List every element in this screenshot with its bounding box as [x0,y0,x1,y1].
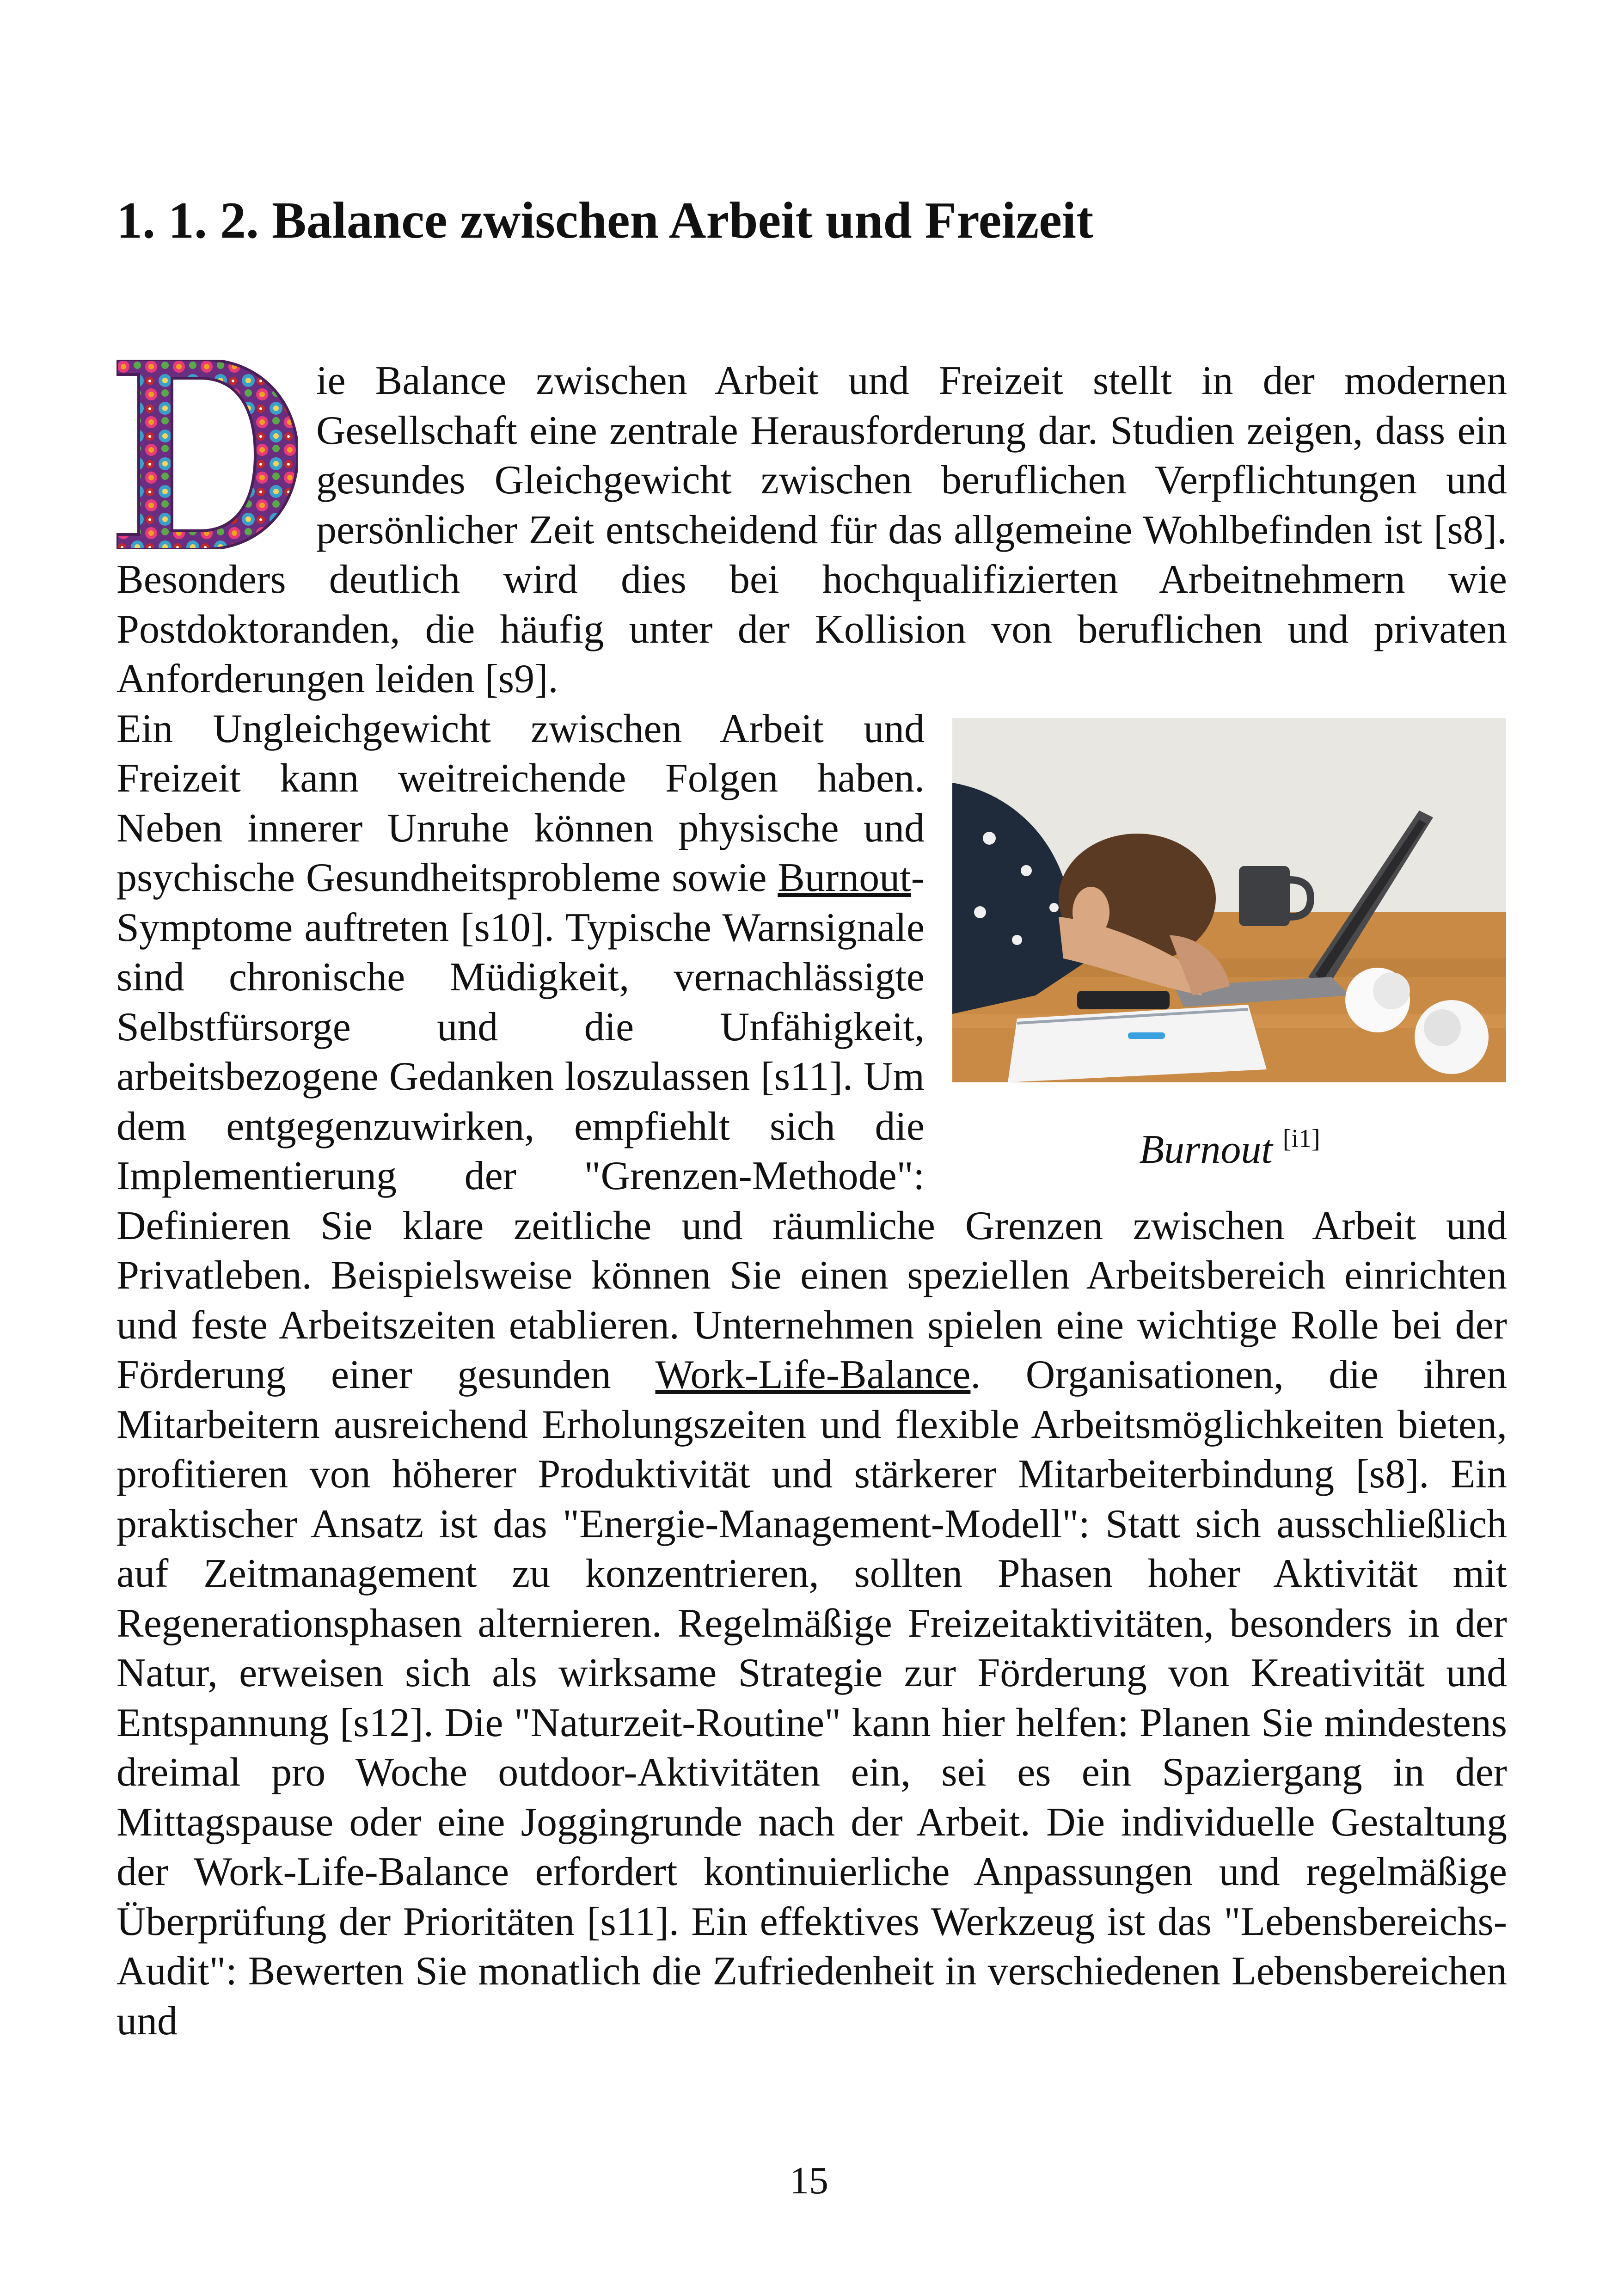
body-text [116,356,1507,2046]
burnout-photo [952,718,1506,1082]
main-text-part1: Ein Ungleichgewicht zwischen Arbeit und Freizeit kann weitreichende Folgen haben. Neben innerer Unruhe können physische und psychische Gesundheitsprobleme sowie [116,706,925,900]
page-number: 15 [790,2159,828,2202]
burnout-link[interactable]: Burnout [778,855,911,900]
intro-text: ie Balance zwischen Arbeit und Freizeit stellt in der modernen Gesellschaft eine zentrale Herausforderung dar. Studien zeigen, dass ein gesundes Gleichgewicht zwischen beruflichen Verpflichtungen und persönlicher Zeit entscheidend für das allgemeine Wohlbefinden ist [s8]. Besonders deutlich wird dies bei hochqualifizierten Arbeitnehmern wie Postdoktoranden, die häufig unter der Kollision von beruflichen und privaten Anforderungen leiden [s9]. [116,358,1507,701]
decorative-dropcap [116,360,298,549]
work-life-balance-link[interactable]: Work-Life-Balance [655,1352,971,1397]
intro-paragraph [116,356,1507,704]
caption-text: Burnout [1139,1127,1273,1172]
figure-caption [952,1125,1507,1174]
main-text-part3: . Organisationen, die ihren Mitarbeitern ausreichend Erholungszeiten und flexible Arbeitsmöglichkeiten bieten, profitieren von höherer Produktivität und stärkerer Mitarbeiterbindung [s8]. Ein praktischer Ansatz ist das "Energie-Management-Modell": Statt sich ausschließlich auf Zeitmanagement zu konzentrieren, sollten Phasen hoher Aktivität mit Regenerationsphasen alternieren. Regelmäßige Freizeitaktivitäten, besonders in der Natur, erweisen sich als wirksame Strategie zur Förderung von Kreativität und Entspannung [s12]. Die "Naturzeit-Routine" kann hier helfen: Planen Sie mindestens dreimal pro Woche outdoor-Aktivitäten ein, sei es ein Spaziergang in der Mittagspause oder eine Joggingrunde nach der Arbeit. Die individuelle Gestaltung der Work-Life-Balance erfordert kontinuierliche Anpassungen und regelmäßige Überprüfung der Prioritäten [s11]. Ein effektives Werkzeug ist das "Lebensbereichs-Audit": Bewerten Sie monatlich die Zufriedenheit in verschiedenen Lebensbereichen und [116,1352,1507,2044]
main-text-part2: -Symptome auftreten [s10]. Typische Warnsignale sind chronische Müdigkeit, vernachlässigte Selbstfürsorge und die Unfähigkeit, arbeitsbezogene Gedanken loszulassen [s11]. Um dem entgegenzuwirken, empfiehlt sich die Implementierung der "Grenzen-Methode": Definieren Sie klare zeitliche und räumliche Grenzen zwischen Arbeit und Privatleben. Beispielsweise können Sie einen speziellen Arbeitsbereich einrichten und feste Arbeitszeiten etablieren. Unternehmen spielen eine wichtige Rolle bei der Förderung einer gesunden [116,855,1507,1397]
dropcap-d-icon [116,360,298,549]
caption-reference: [i1] [1282,1124,1320,1153]
section-heading: 1. 1. 2. Balance zwischen Arbeit und Freizeit [116,192,1094,249]
burnout-figure [952,718,1507,1179]
